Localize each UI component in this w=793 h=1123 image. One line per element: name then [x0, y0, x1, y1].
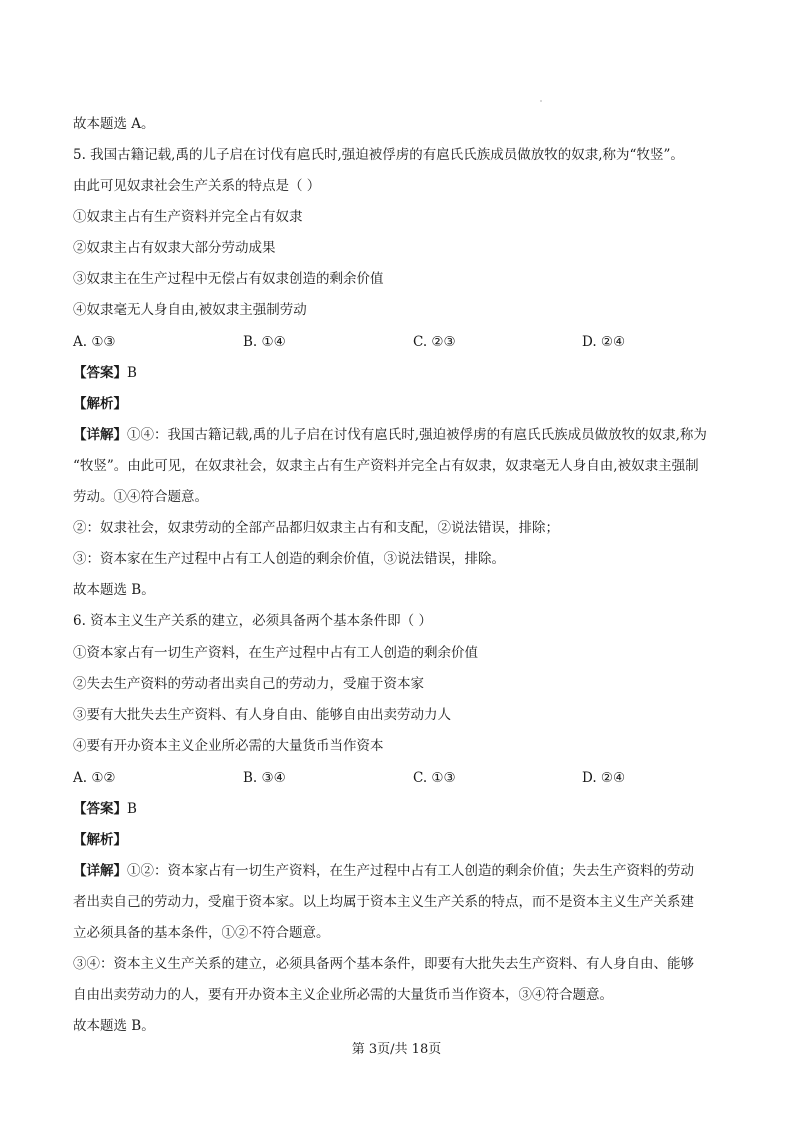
- question-5-explanation-line-4: ②：奴隶社会，奴隶劳动的全部产品都归奴隶主占有和支配，②说法错误，排除；: [73, 520, 559, 536]
- answer-value: B: [127, 365, 137, 381]
- analysis-label: 【解析】: [73, 396, 127, 412]
- question-5-statement-2: ②奴隶主占有奴隶大部分劳动成果: [73, 240, 276, 256]
- question-6-statement-1: ①资本家占有一切生产资料，在生产过程中占有工人创造的剩余价值: [73, 645, 478, 661]
- question-5-stem-line-2: 由此可见奴隶社会生产关系的特点是（ ）: [73, 178, 321, 194]
- question-6-explanation-line-1: [73, 862, 694, 880]
- question-6-option-c: C. ①③: [413, 770, 456, 786]
- explanation-text: ①②：资本家占有一切生产资料，在生产过程中占有工人创造的剩余价值；失去生产资料的劳动: [127, 863, 694, 879]
- answer-conclusion-q4: 故本题选 A。: [73, 116, 155, 132]
- question-6-statement-2: ②失去生产资料的劳动者出卖自己的劳动力，受雇于资本家: [73, 676, 424, 692]
- question-6-stem: 6. 资本主义生产关系的建立，必须具备两个基本条件即（ ）: [73, 613, 432, 629]
- question-5-option-d: D. ②④: [582, 334, 626, 350]
- question-6-statement-4: ④要有开办资本主义企业所必需的大量货币当作资本: [73, 738, 384, 754]
- detail-label: 【详解】: [73, 427, 127, 443]
- analysis-label: 【解析】: [73, 832, 127, 848]
- question-5-option-c: C. ②③: [413, 334, 456, 350]
- question-5-explanation-line-1: [73, 426, 707, 444]
- question-5-options: [73, 333, 733, 351]
- question-5-statement-1: ①奴隶主占有生产资料并完全占有奴隶: [73, 209, 303, 225]
- question-6-option-a: A. ①②: [73, 770, 116, 786]
- question-6-answer: [73, 800, 137, 818]
- answer-label: 【答案】: [73, 801, 127, 817]
- detail-label: 【详解】: [73, 863, 127, 879]
- explanation-text: ①④：我国古籍记载,禹的儿子启在讨伐有扈氏时,强迫被俘虏的有扈氏氏族成员做放牧的奴隶,称为: [127, 427, 707, 443]
- question-6-analysis-heading: [73, 831, 127, 849]
- question-6-option-d: D. ②④: [582, 770, 626, 786]
- question-5-analysis-heading: [73, 395, 127, 413]
- question-5-stem-line-1: 5. 我国古籍记载,禹的儿子启在讨伐有扈氏时,强迫被俘虏的有扈氏氏族成员做放牧的奴隶,称为“牧竖”。: [73, 147, 684, 163]
- question-6-statement-3: ③要有大批失去生产资料、有人身自由、能够自由出卖劳动力人: [73, 707, 451, 723]
- question-5-explanation-line-2: “牧竖”。由此可见，在奴隶社会，奴隶主占有生产资料并完全占有奴隶，奴隶毫无人身自由,被奴隶主强制: [73, 458, 699, 474]
- answer-label: 【答案】: [73, 365, 127, 381]
- question-6-explanation-line-4: ③④：资本主义生产关系的建立，必须具备两个基本条件，即要有大批失去生产资料、有人身自由、能够: [73, 956, 694, 972]
- question-5-statement-4: ④奴隶毫无人身自由,被奴隶主强制劳动: [73, 302, 307, 318]
- question-5-conclusion: 故本题选 B。: [73, 582, 155, 598]
- question-6-conclusion: 故本题选 B。: [73, 1018, 155, 1034]
- question-5-option-b: B. ①④: [243, 334, 286, 350]
- question-6-explanation-line-3: 立必须具备的基本条件，①②不符合题意。: [73, 925, 330, 941]
- question-5-explanation-line-5: ③：资本家在生产过程中占有工人创造的剩余价值，③说法错误，排除。: [73, 551, 505, 567]
- question-6-option-b: B. ③④: [243, 770, 286, 786]
- question-5-statement-3: ③奴隶主在生产过程中无偿占有奴隶创造的剩余价值: [73, 271, 384, 287]
- question-5-option-a: A. ①③: [73, 334, 116, 350]
- scan-speck: [540, 100, 542, 102]
- question-6-explanation-line-5: 自由出卖劳动力的人，要有开办资本主义企业所必需的大量货币当作资本，③④符合题意。: [73, 987, 613, 1003]
- question-6-options: [73, 769, 733, 787]
- answer-value: B: [127, 801, 137, 817]
- question-5-explanation-line-3: 劳动。①④符合题意。: [73, 489, 208, 505]
- question-6-explanation-line-2: 者出卖自己的劳动力，受雇于资本家。以上均属于资本主义生产关系的特点，而不是资本主义生产关系建: [73, 894, 694, 910]
- page-number-footer: 第 3页/共 18页: [351, 1042, 442, 1057]
- question-5-answer: [73, 364, 137, 382]
